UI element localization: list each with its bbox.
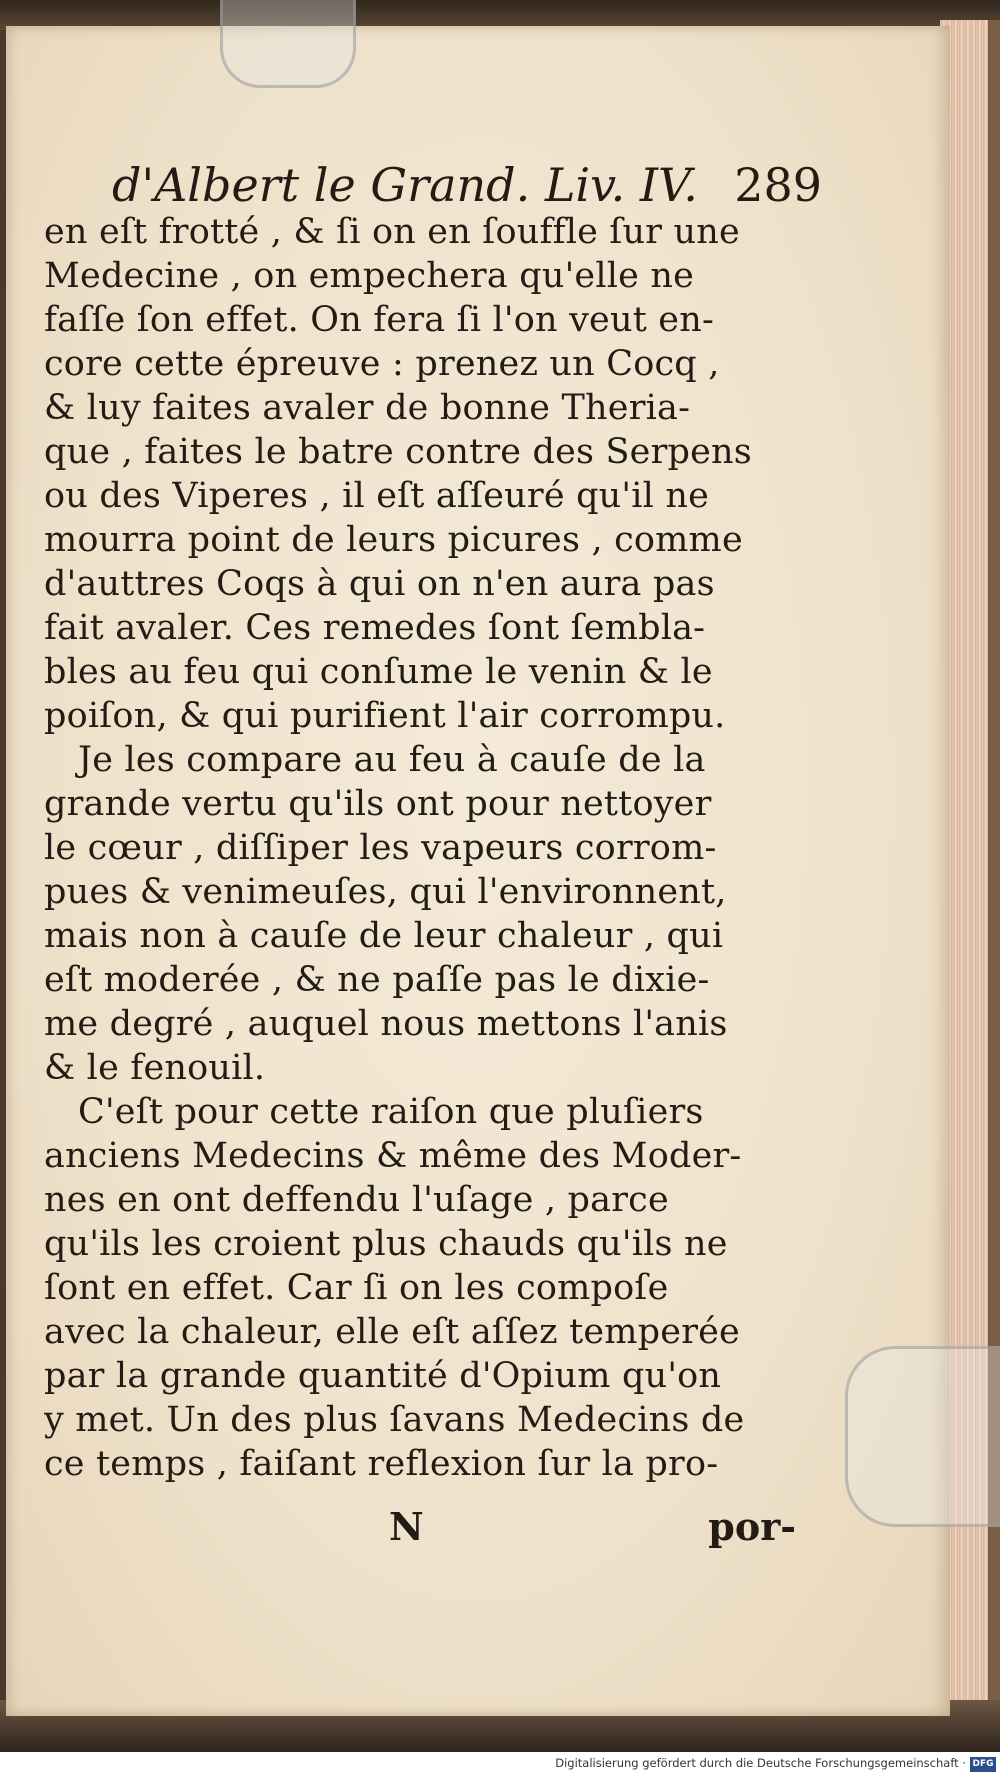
- text-line: core cette épreuve : prenez un Cocq ,: [44, 344, 720, 384]
- book-page: [6, 26, 950, 1716]
- funding-credit: Digitalisierung gefördert durch die Deutsche Forschungsgemeinschaft ·: [555, 1756, 966, 1770]
- page-number: 289: [734, 158, 822, 212]
- text-line: qu'ils les croient plus chauds qu'ils ne: [44, 1224, 728, 1264]
- text-line: faſſe ſon effet. On fera ſi l'on veut en-: [44, 300, 714, 340]
- catchword: por-: [708, 1504, 796, 1549]
- text-line: Je les compare au feu à cauſe de la: [78, 740, 706, 780]
- text-line: bles au feu qui conſume le venin & le: [44, 652, 713, 692]
- text-line: mourra point de leurs picures , comme: [44, 520, 743, 560]
- dfg-logo: DFG: [970, 1757, 996, 1772]
- text-line: y met. Un des plus ſavans Medecins de: [44, 1400, 745, 1440]
- text-line: Medecine , on empechera qu'elle ne: [44, 256, 694, 296]
- running-head: [112, 154, 822, 216]
- signature-mark: N: [389, 1504, 424, 1549]
- page-clip-right: [845, 1346, 1000, 1527]
- body-text: [44, 210, 816, 1486]
- running-head-title: d'Albert le Grand. Liv. IV.: [112, 158, 698, 212]
- text-line: C'eſt pour cette raiſon que pluſiers: [78, 1092, 704, 1132]
- text-line: & le fenouil.: [44, 1048, 266, 1088]
- text-line: & luy faites avaler de bonne Theria-: [44, 388, 691, 428]
- text-line: pues & venimeuſes, qui l'environnent,: [44, 872, 727, 912]
- text-line: grande vertu qu'ils ont pour nettoyer: [44, 784, 712, 824]
- text-line: eſt moderée , & ne paſſe pas le dixie-: [44, 960, 710, 1000]
- text-line: ſont en effet. Car ſi on les compoſe: [44, 1268, 669, 1308]
- text-line: fait avaler. Ces remedes ſont ſembla-: [44, 608, 706, 648]
- text-line: ce temps , faiſant reflexion ſur la pro-: [44, 1444, 719, 1484]
- text-line: avec la chaleur, elle eſt aſſez temperée: [44, 1312, 740, 1352]
- page-clip-top: [220, 0, 356, 88]
- text-line: le cœur , diſſiper les vapeurs corrom-: [44, 828, 717, 868]
- text-line: anciens Medecins & même des Moder-: [44, 1136, 742, 1176]
- text-line: me degré , auquel nous mettons l'anis: [44, 1004, 728, 1044]
- footer-bar: [0, 1752, 1000, 1777]
- text-line: nes en ont deffendu l'uſage , parce: [44, 1180, 669, 1220]
- text-line: mais non à cauſe de leur chaleur , qui: [44, 916, 724, 956]
- text-line: d'auttres Coqs à qui on n'en aura pas: [44, 564, 715, 604]
- text-line: que , faites le batre contre des Serpens: [44, 432, 752, 472]
- text-line: en eſt frotté , & ſi on en ſouffle ſur une: [44, 212, 740, 252]
- catchline: [44, 1504, 816, 1554]
- text-line: ou des Viperes , il eſt aſſeuré qu'il ne: [44, 476, 710, 516]
- text-line: poiſon, & qui purifient l'air corrompu.: [44, 696, 726, 736]
- text-line: par la grande quantité d'Opium qu'on: [44, 1356, 722, 1396]
